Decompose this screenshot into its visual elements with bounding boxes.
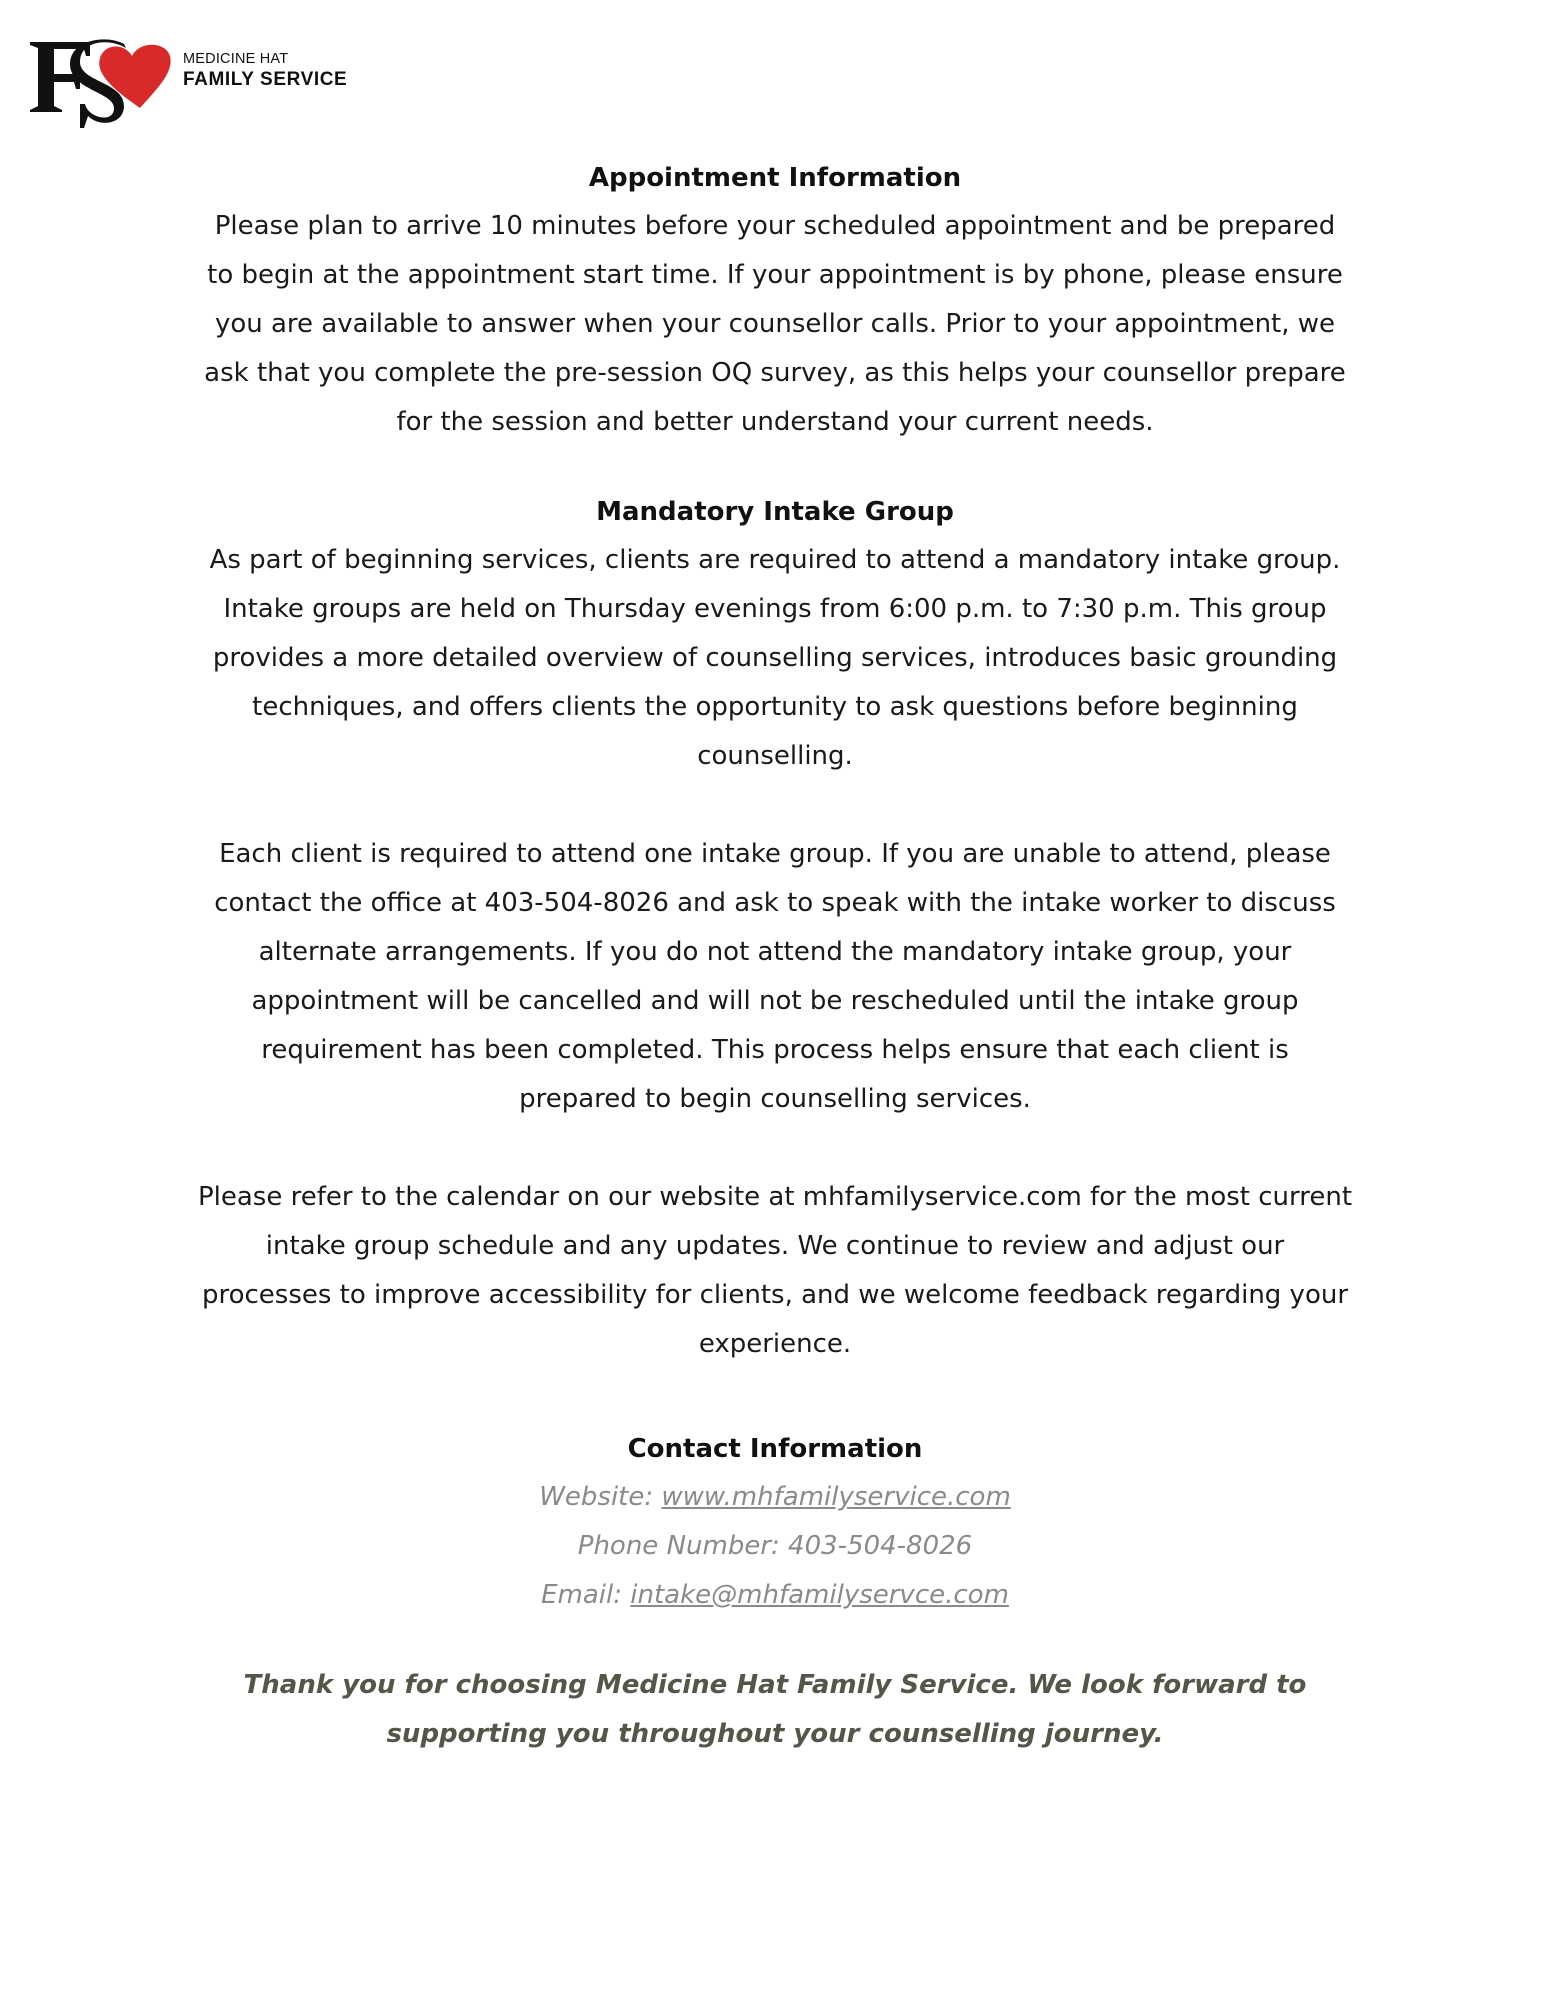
appointment-line: to begin at the appointment start time. If your appointment is by phone, please ensure — [207, 260, 1343, 290]
appointment-heading: Appointment Information — [588, 163, 962, 193]
appointment-line: you are available to answer when your counsellor calls. Prior to your appointment, we — [214, 309, 1336, 339]
intake-line: appointment will be cancelled and will not be rescheduled until the intake group — [251, 986, 1299, 1016]
closing-line: supporting you throughout your counselling journey. — [386, 1719, 1164, 1749]
intake-line: provides a more detailed overview of counselling services, introduces basic grounding — [212, 643, 1338, 673]
intake-paragraph-3 — [180, 1173, 1370, 1369]
appointment-line: ask that you complete the pre-session OQ survey, as this helps your counsellor prepare — [204, 358, 1346, 388]
intake-line: alternate arrangements. If you do not attend the mandatory intake group, your — [258, 937, 1292, 967]
intake-line: prepared to begin counselling services. — [519, 1084, 1031, 1114]
logo-bottom-text: FAMILY SERVICE — [183, 69, 348, 90]
email-line — [180, 1571, 1370, 1620]
intake-paragraph-2 — [180, 830, 1370, 1124]
intake-line: Each client is required to attend one intake group. If you are unable to attend, please — [219, 839, 1331, 869]
intake-line: experience. — [698, 1329, 852, 1359]
organization-logo — [28, 36, 368, 136]
appointment-paragraph — [180, 202, 1370, 447]
intake-line: intake group schedule and any updates. We continue to review and adjust our — [265, 1231, 1285, 1261]
intake-paragraph-1 — [180, 536, 1370, 781]
intake-heading: Mandatory Intake Group — [596, 497, 954, 527]
intake-line: techniques, and offers clients the opportunity to ask questions before beginning — [252, 692, 1298, 722]
document-body — [180, 154, 1370, 1759]
fs-heart-logo-graphic — [28, 36, 178, 136]
contact-section — [180, 1425, 1370, 1620]
intake-line: contact the office at 403-504-8026 and ask to speak with the intake worker to discuss — [214, 888, 1336, 918]
intake-line: Please refer to the calendar on our website at mhfamilyservice.com for the most current — [197, 1182, 1353, 1212]
closing-line: Thank you for choosing Medicine Hat Family Service. We look forward to — [243, 1670, 1307, 1700]
intake-line: As part of beginning services, clients are required to attend a mandatory intake group. — [209, 545, 1341, 575]
intake-section — [180, 488, 1370, 1369]
email-link[interactable]: intake@mhfamilyservce.com — [630, 1580, 1009, 1610]
intake-line: requirement has been completed. This process helps ensure that each client is — [261, 1035, 1289, 1065]
contact-heading: Contact Information — [627, 1434, 923, 1464]
appointment-line: Please plan to arrive 10 minutes before your scheduled appointment and be prepared — [214, 211, 1336, 241]
website-line — [180, 1473, 1370, 1522]
appointment-line: for the session and better understand your current needs. — [396, 407, 1154, 437]
closing-section — [180, 1661, 1370, 1759]
intake-line: processes to improve accessibility for clients, and we welcome feedback regarding your — [201, 1280, 1349, 1310]
logo-top-text: MEDICINE HAT — [183, 51, 289, 67]
intake-line: counselling. — [697, 741, 853, 771]
email-label: Email: — [541, 1580, 631, 1610]
phone-line: Phone Number: 403-504-8026 — [577, 1531, 973, 1561]
website-link[interactable]: www.mhfamilyservice.com — [661, 1482, 1011, 1512]
appointment-section — [180, 154, 1370, 447]
intake-line: Intake groups are held on Thursday evenings from 6:00 p.m. to 7:30 p.m. This group — [223, 594, 1327, 624]
website-label: Website: — [539, 1482, 662, 1512]
